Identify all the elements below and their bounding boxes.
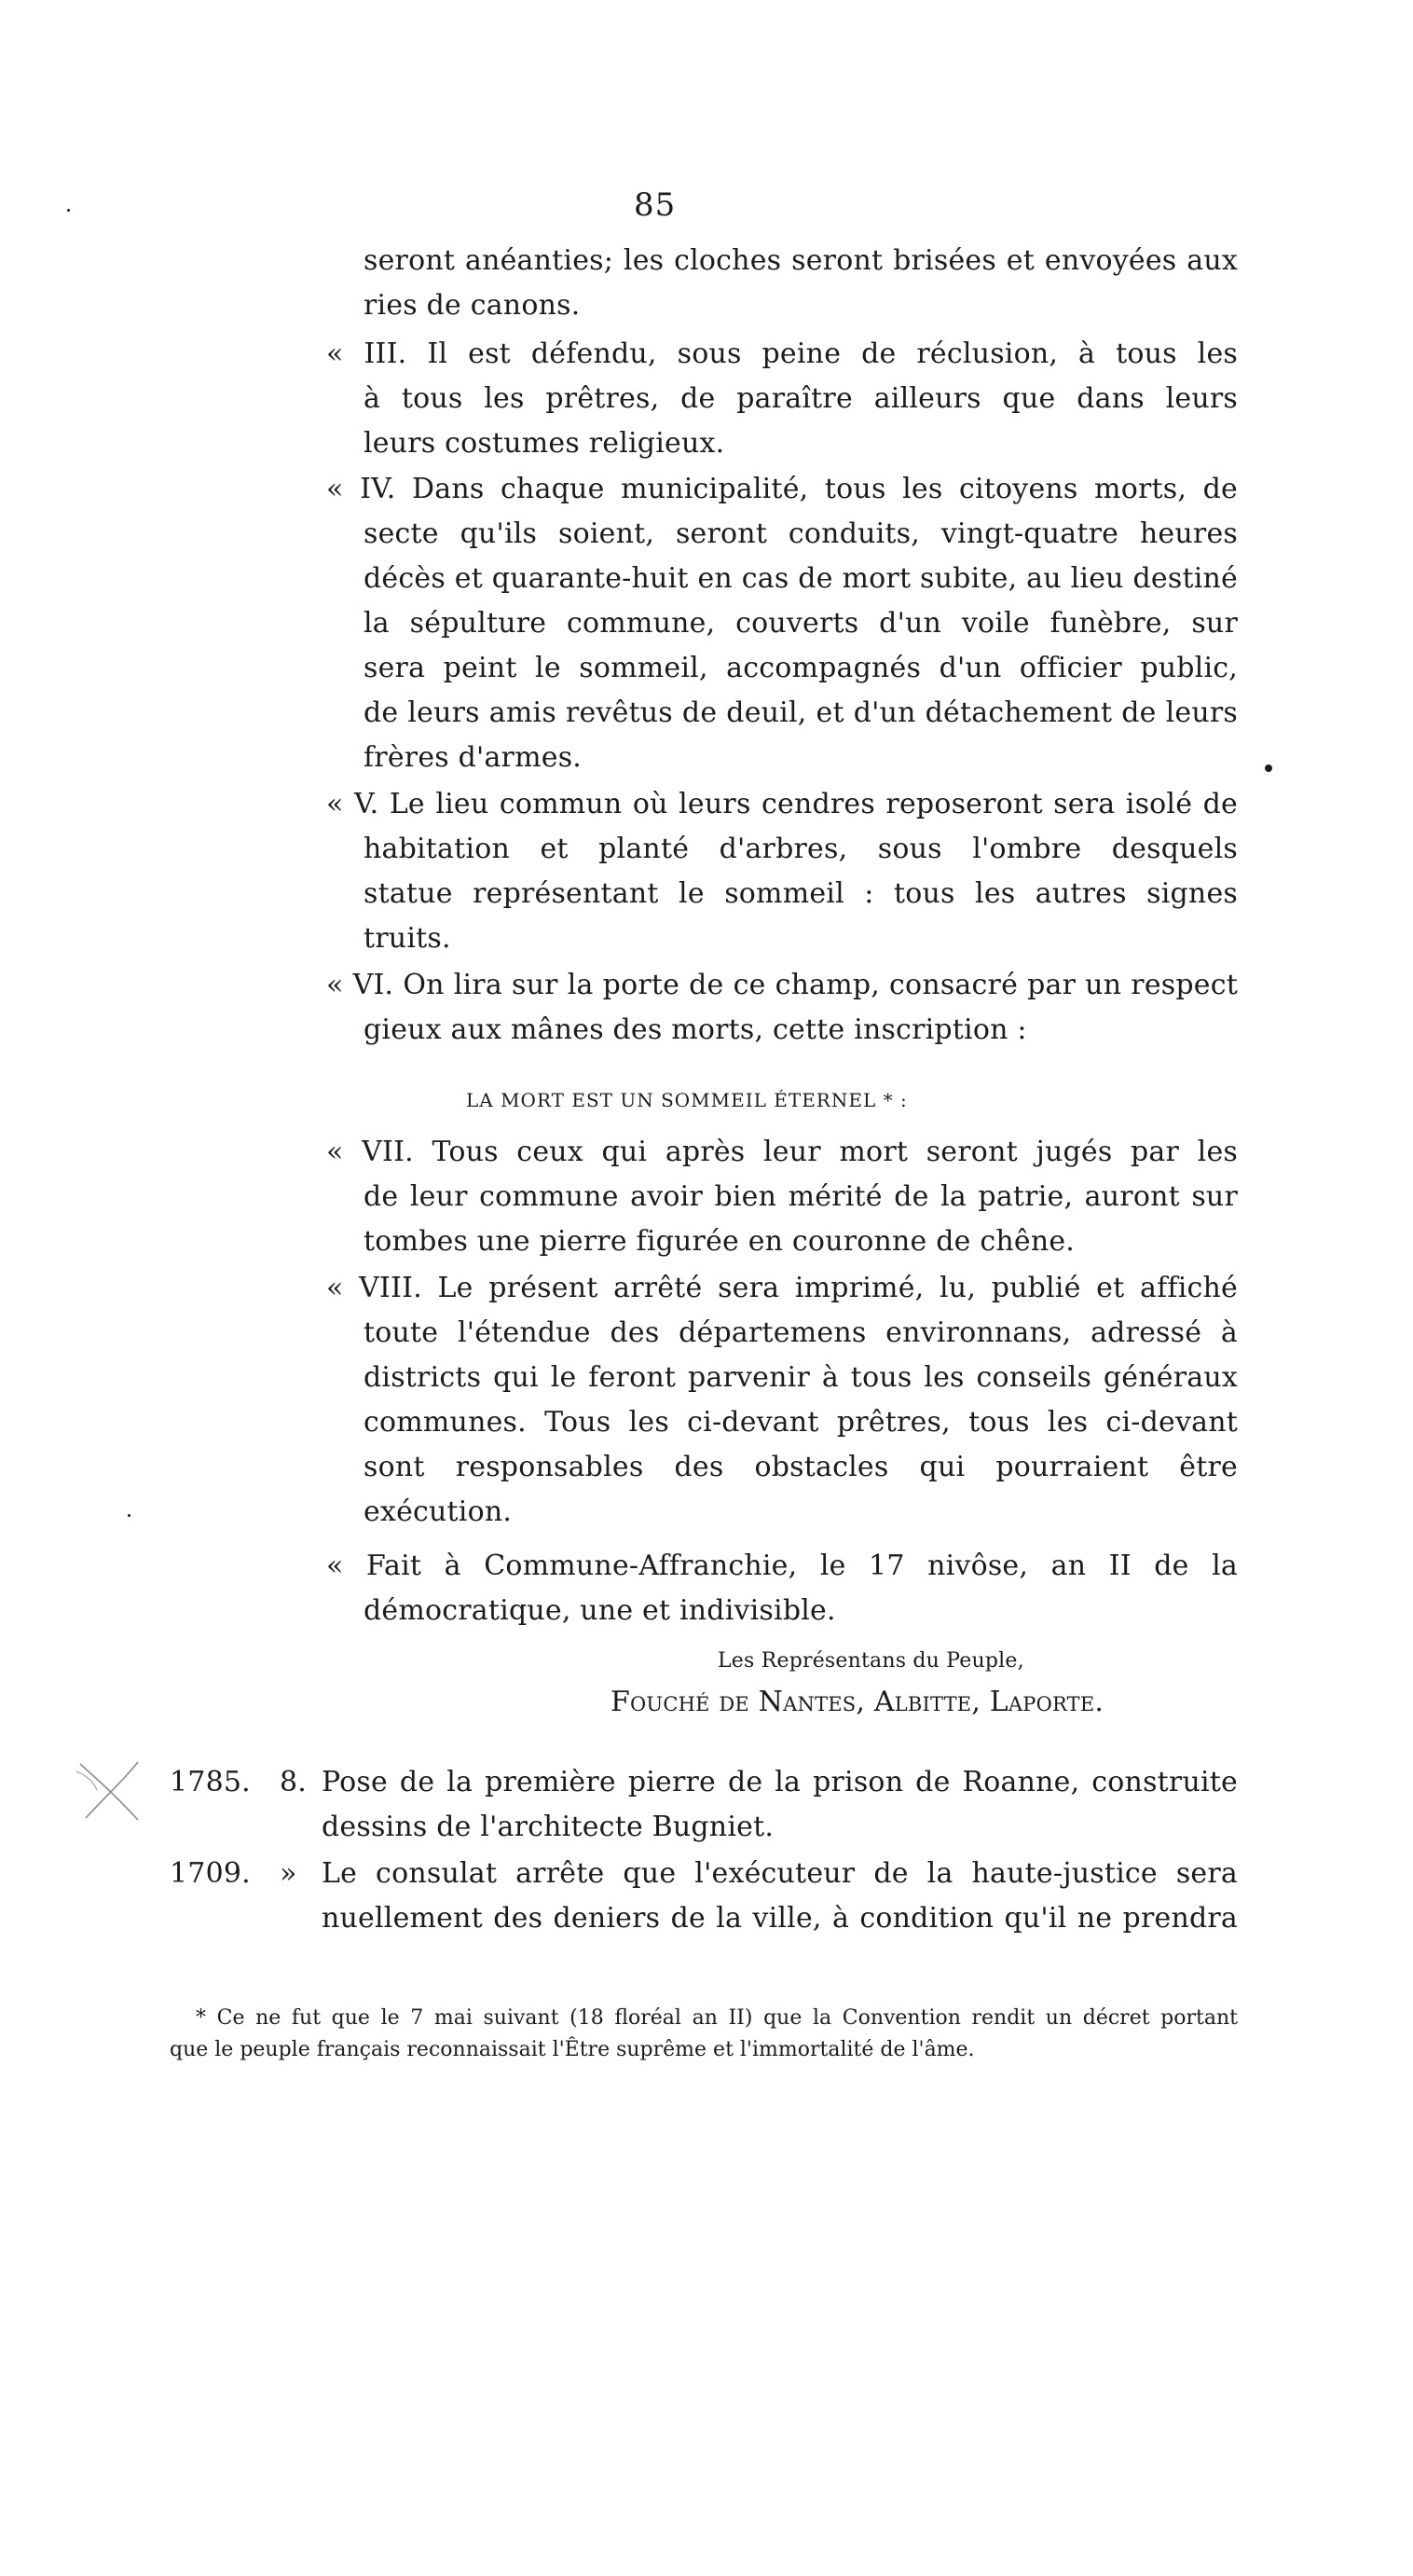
text-line: districts qui le feront parvenir à tous les conseils généraux	[364, 1361, 1238, 1394]
entry-day: »	[280, 1857, 297, 1890]
text-line: ries de canons.	[364, 289, 581, 322]
article-5-line: « V. Le lieu commun où leurs cendres reposeront sera isolé de	[326, 788, 1238, 820]
dateline: « Fait à Commune-Affranchie, le 17 nivôse, an II de la	[326, 1550, 1238, 1582]
entry-text-line: Pose de la première pierre de la prison de Roanne, construite	[322, 1766, 1238, 1798]
text-line: à tous les prêtres, de paraître ailleurs que dans leurs	[364, 382, 1238, 415]
margin-cross-mark	[73, 1753, 157, 1827]
signature-title: Les Représentans du Peuple,	[718, 1649, 1024, 1673]
article-8-line: « VIII. Le présent arrêté sera imprimé, lu, publié et affiché	[326, 1272, 1238, 1304]
text-line: secte qu'ils soient, seront conduits, vingt-quatre heures	[364, 517, 1238, 550]
text-line: seront anéanties; les cloches seront brisées et envoyées aux	[364, 244, 1238, 277]
ink-speck	[67, 209, 70, 212]
text-line: sont responsables des obstacles qui pourraient être	[364, 1451, 1238, 1483]
entry-year: 1785.	[170, 1766, 251, 1798]
entry-text-line: dessins de l'architecte Bugniet.	[322, 1811, 775, 1843]
page-number: 85	[634, 186, 677, 224]
ink-speck	[1265, 765, 1272, 772]
entry-text-line: nuellement des deniers de la ville, à condition qu'il ne prendra	[322, 1902, 1238, 1935]
text-line: la sépulture commune, couverts d'un voile funèbre, sur	[364, 607, 1238, 640]
text-line: décès et quarante-huit en cas de mort subite, au lieu destiné	[364, 562, 1238, 595]
article-3-line: « III. Il est défendu, sous peine de réclusion, à tous les	[326, 337, 1238, 370]
signature-names: Fouché de Nantes, Albitte, Laporte.	[610, 1686, 1104, 1718]
article-4-line: « IV. Dans chaque municipalité, tous les citoyens morts, de	[326, 473, 1238, 505]
ink-speck	[128, 1514, 130, 1517]
text-line: tombes une pierre figurée en couronne de chêne.	[364, 1225, 1076, 1258]
text-line: leurs costumes religieux.	[364, 427, 725, 460]
text-line: communes. Tous les ci-devant prêtres, tous les ci-devant	[364, 1406, 1238, 1439]
text-line: statue représentant le sommeil : tous les autres signes	[364, 877, 1238, 910]
text-line: gieux aux mânes des morts, cette inscription :	[364, 1013, 1027, 1046]
text-line: exécution.	[364, 1495, 513, 1528]
article-6-line: « VI. On lira sur la porte de ce champ, consacré par un respect	[326, 969, 1238, 1001]
footnote-line: que le peuple français reconnaissait l'Être suprême et l'immortalité de l'âme.	[170, 2038, 975, 2061]
text-line: sera peint le sommeil, accompagnés d'un officier public,	[364, 652, 1238, 684]
footnote-line: * Ce ne fut que le 7 mai suivant (18 floréal an II) que la Convention rendit un décret portant	[196, 2006, 1238, 2030]
entry-day: 8.	[280, 1766, 308, 1798]
text-line: frères d'armes.	[364, 741, 583, 774]
entry-text-line: Le consulat arrête que l'exécuteur de la haute-justice sera	[322, 1857, 1238, 1890]
text-line: toute l'étendue des départemens environnans, adressé à	[364, 1316, 1238, 1349]
text-line: de leur commune avoir bien mérité de la patrie, auront sur	[364, 1180, 1238, 1213]
inscription: LA MORT EST UN SOMMEIL ÉTERNEL * :	[466, 1089, 908, 1111]
entry-year: 1709.	[170, 1857, 251, 1890]
text-line: habitation et planté d'arbres, sous l'ombre desquels	[364, 833, 1238, 865]
article-7-line: « VII. Tous ceux qui après leur mort seront jugés par les	[326, 1136, 1238, 1168]
text-line: de leurs amis revêtus de deuil, et d'un détachement de leurs	[364, 696, 1238, 729]
text-line: démocratique, une et indivisible.	[364, 1594, 836, 1627]
text-line: truits.	[364, 922, 451, 955]
